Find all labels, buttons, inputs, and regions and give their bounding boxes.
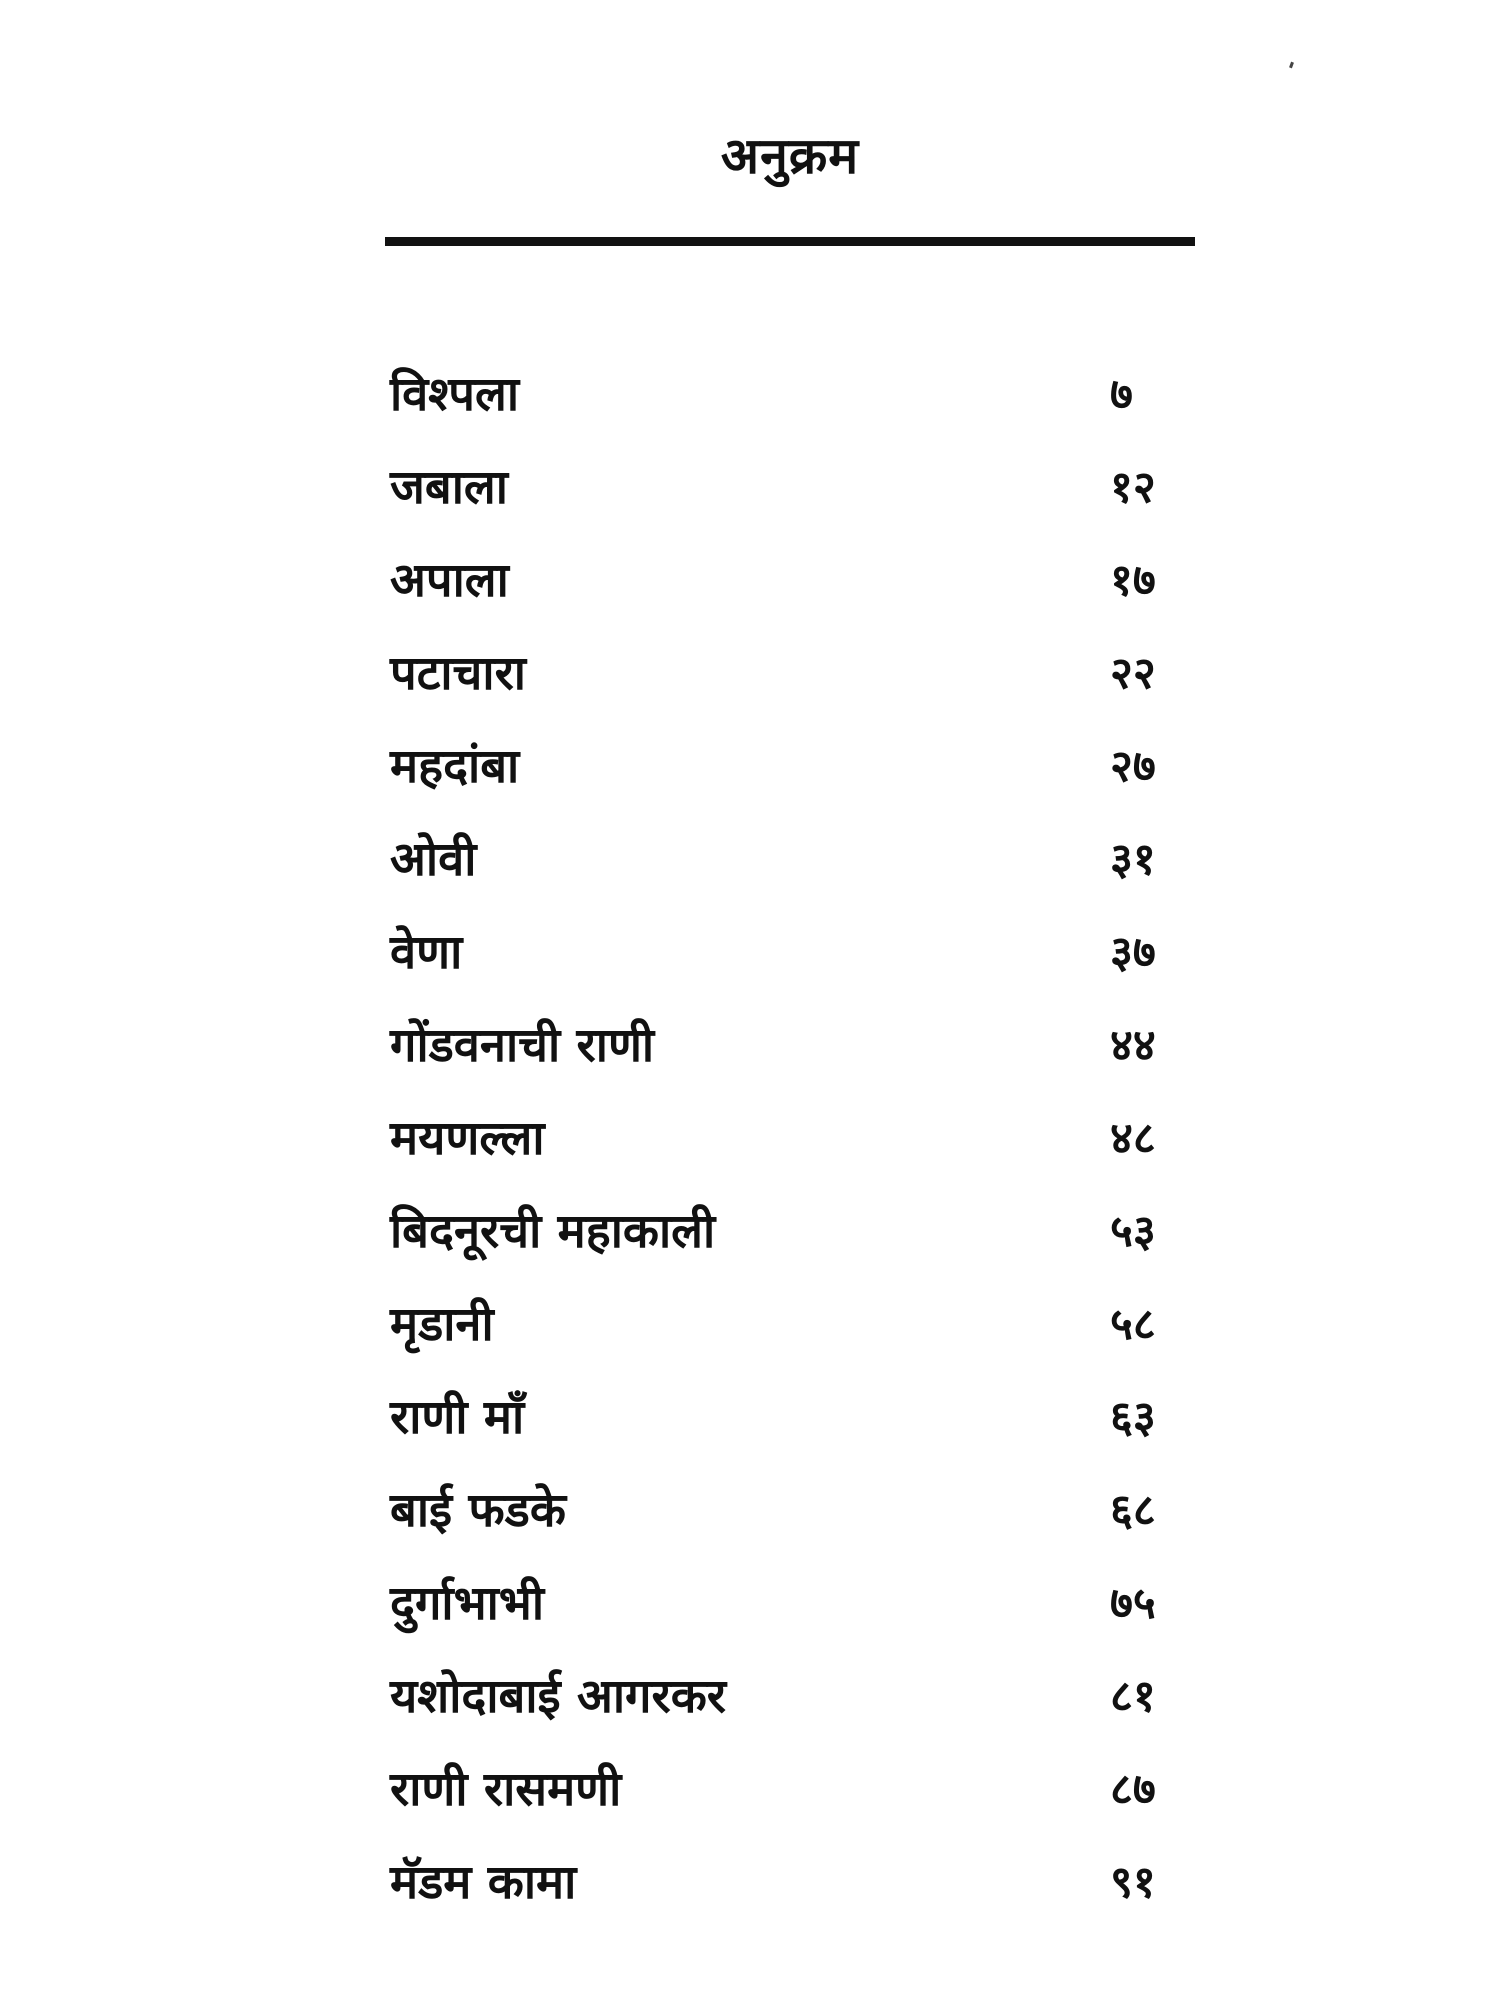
toc-entry-page: २७	[1110, 741, 1156, 792]
toc-entry	[390, 1016, 1190, 1109]
toc-entry-title: ओवी	[390, 832, 477, 887]
toc-entry-page: ७	[1110, 369, 1133, 420]
toc-entry-title: जबाला	[390, 460, 508, 515]
toc-entry-title: गोंडवनाची राणी	[390, 1018, 655, 1073]
toc-entry-title: वेणा	[390, 925, 463, 980]
toc-entry	[390, 1760, 1190, 1853]
toc-entry-title: विश्पला	[390, 367, 520, 422]
toc-entry-title: मृडानी	[390, 1297, 494, 1352]
table-of-contents	[390, 365, 1190, 1946]
toc-entry-page: ४४	[1110, 1020, 1156, 1071]
toc-entry-title: अपाला	[390, 553, 509, 608]
toc-entry-title: राणी रासमणी	[390, 1762, 622, 1817]
toc-entry	[390, 1667, 1190, 1760]
scan-speck	[1289, 62, 1294, 69]
toc-entry	[390, 737, 1190, 830]
toc-entry	[390, 923, 1190, 1016]
toc-entry-page: ९१	[1110, 1857, 1156, 1908]
toc-entry	[390, 551, 1190, 644]
toc-entry	[390, 830, 1190, 923]
toc-entry	[390, 1853, 1190, 1946]
toc-entry-page: ८७	[1110, 1764, 1156, 1815]
toc-entry-title: राणी माँ	[390, 1390, 525, 1445]
toc-entry-title: यशोदाबाई आगरकर	[390, 1669, 727, 1724]
toc-entry	[390, 1574, 1190, 1667]
toc-entry-page: ५३	[1110, 1206, 1156, 1257]
toc-entry-title: मॅडम कामा	[390, 1855, 577, 1910]
toc-entry	[390, 1202, 1190, 1295]
toc-entry-page: ६३	[1110, 1392, 1156, 1443]
toc-entry	[390, 644, 1190, 737]
toc-entry	[390, 1109, 1190, 1202]
toc-entry-page: २२	[1110, 648, 1156, 699]
toc-entry-title: पटाचारा	[390, 646, 526, 701]
toc-entry	[390, 1295, 1190, 1388]
toc-entry	[390, 365, 1190, 458]
toc-entry-page: ४८	[1110, 1113, 1156, 1164]
toc-entry-page: ३१	[1110, 834, 1156, 885]
heading-divider	[385, 237, 1195, 246]
toc-entry-title: बिदनूरची महाकाली	[390, 1204, 716, 1259]
toc-entry-page: ८१	[1110, 1671, 1156, 1722]
toc-entry-title: बाई फडके	[390, 1483, 566, 1538]
toc-entry	[390, 1388, 1190, 1481]
toc-entry	[390, 458, 1190, 551]
toc-entry-title: महदांबा	[390, 739, 520, 794]
toc-entry-title: मयणल्ला	[390, 1111, 545, 1166]
toc-entry-page: ५८	[1110, 1299, 1156, 1350]
toc-entry-page: ६८	[1110, 1485, 1156, 1536]
toc-entry-page: ७५	[1110, 1578, 1156, 1629]
toc-entry-page: १२	[1110, 462, 1156, 513]
toc-entry-page: ३७	[1110, 927, 1156, 978]
page-title: अनुक्रम	[720, 127, 860, 185]
toc-entry-title: दुर्गाभाभी	[390, 1576, 545, 1631]
toc-entry	[390, 1481, 1190, 1574]
toc-entry-page: १७	[1110, 555, 1156, 606]
